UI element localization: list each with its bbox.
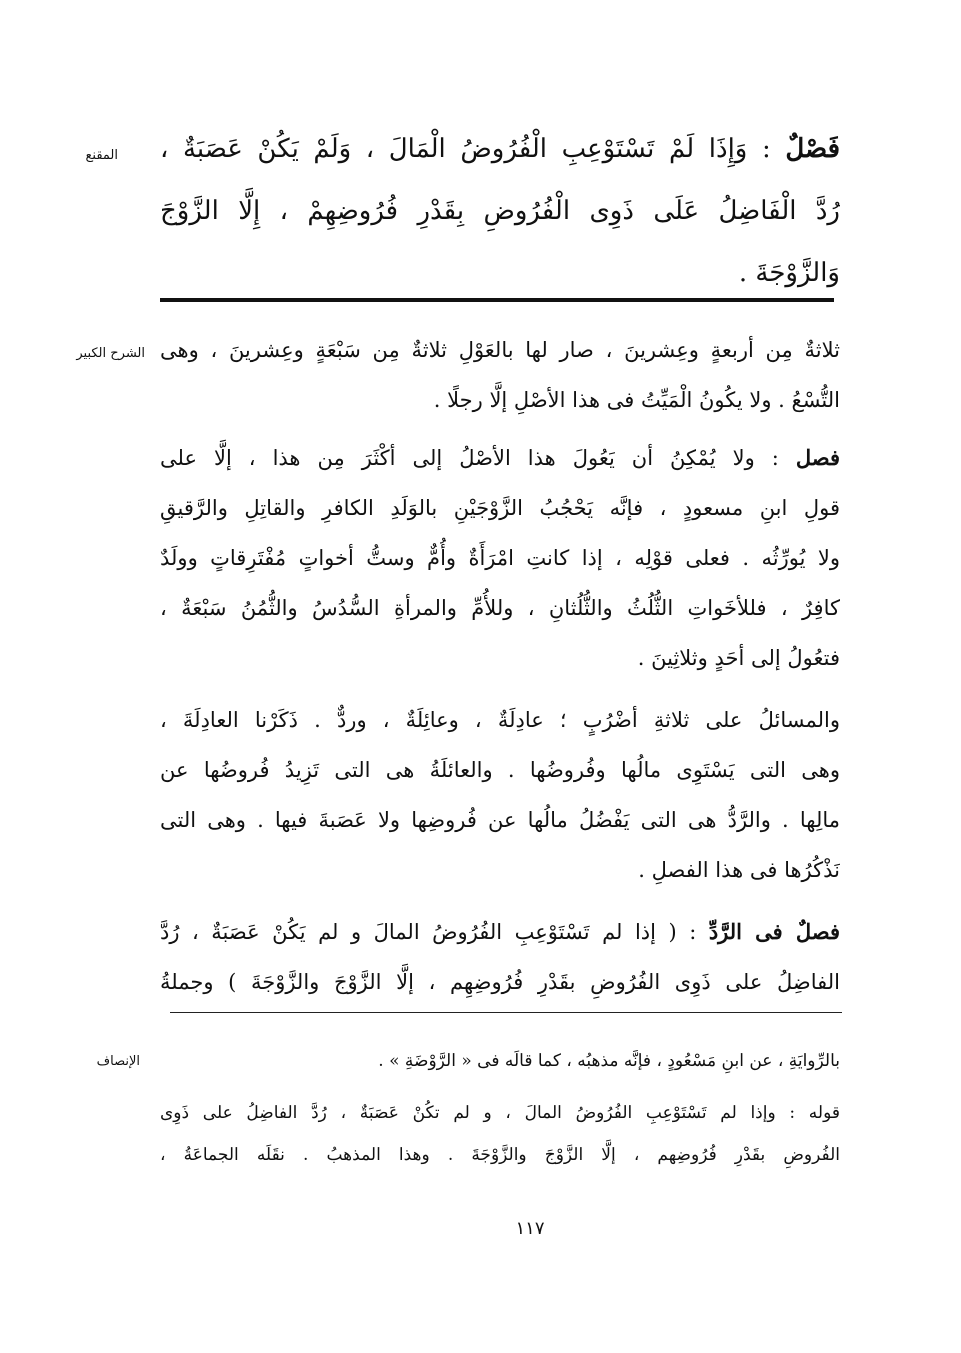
sharh-line-text: : ( إذا لم تَسْتَوْعِبِ الفُرُوضُ المالَ و لم يَكُنْ عَصَبَةٌ ، رُدَّ	[160, 920, 697, 944]
sharh-line: نَذْكُرُها فى هذا الفصلِ .	[638, 858, 840, 882]
sharh-line	[160, 907, 840, 957]
section-divider-thick	[160, 298, 834, 302]
sharh-heading-fasl: فصل	[795, 445, 840, 470]
sharh-line: مالِها . والرَّدُّ هى التى يَفْضُلُ مالُها عن فُروضِها ولا عَصَبةَ فيها . وهى التى	[160, 808, 840, 832]
insaf-line: قوله : وإذا لم تَسْتَوْعِبِ الفُرُوضُ المالَ ، و لم تكُنْ عَصَبَةٌ ، رُدَّ الفاضِلُ على ذَوِى	[160, 1103, 840, 1123]
sharh-line: قولِ ابنِ مسعودٍ ، فإنَّه يَحْجُبُ الزَّوْجَيْنِ بالوَلَدِ الكافرِ والقاتِلِ والرَّقيقِ	[160, 496, 840, 520]
sharh-line-text: : ولا يُمْكِنُ أن يَعُولَ هذا الأصْلُ إلى أكْثَرَ مِن هذا ، إلَّا على	[160, 446, 779, 470]
sharh-line: ولا يُورِّثُه . فعلى قوْلِه ، إذا كانتِ امْرَأَةٌ وأُمٌّ وستُّ أخواتٍ مُفْتَرِقاتٍ وولَدٌ	[160, 546, 840, 570]
muqni-text-block	[160, 118, 840, 304]
sharh-text-block	[160, 325, 840, 1015]
sharh-paragraph-1	[160, 325, 840, 425]
page-number: ١١٧	[515, 1218, 545, 1239]
sharh-line: الفاضِلُ على ذَوِى الفُرُوضِ بقَدْرِ فُرُوضِهِم ، إلَّا الزَّوْجَ والزَّوْجَةَ ) وجملةُ	[160, 970, 840, 994]
sharh-paragraph-3	[160, 695, 840, 895]
insaf-line: الفُروضِ بقَدْرِ فُرُوضِهم ، إلَّا الزَّوْجَ والزَّوْجَةَ . وهذا المذهبُ . نقَلَه الجماعَةُ ،	[160, 1145, 840, 1165]
sharh-line: كافِرٌ ، فللأخَواتِ الثُّلُثُ والثُّلُثانِ ، وللأُمِّ والمرأةِ السُّدُسُ والثُّمُنُ سَبْعَةٌ ،	[160, 596, 840, 620]
margin-label-insaf: الإنصاف	[96, 1054, 140, 1069]
sharh-line: والمسائلُ على ثلاثةِ أضْرُبٍ ؛ عادِلَةٌ ، وعائِلَةٌ ، وردٌّ . ذَكَرْنا العادِلَةَ ،	[160, 708, 840, 732]
sharh-paragraph-4	[160, 907, 840, 1007]
section-divider-thin	[170, 1012, 842, 1013]
sharh-heading-radd: فصلٌ فى الرَّدِّ	[708, 919, 840, 944]
sharh-line	[160, 433, 840, 483]
sharh-line: وهى التى يَسْتَوِى مالُها وفُروضُها . والعائلَةُ هى التى تَزِيدُ فُروضُها عن	[160, 758, 840, 782]
margin-label-muqni: المقنع	[85, 148, 118, 163]
muqni-line-2: رُدَّ الْفَاضِلُ عَلَى ذَوِى الْفُرُوضِ بِقَدْرِ فُرُوضِهِمْ ، إِلَّا الزَّوْجَ	[160, 196, 840, 226]
sharh-paragraph-2	[160, 433, 840, 683]
muqni-line-1-text: : وَإِذَا لَمْ تَسْتَوْعِبِ الْفُرُوضُ الْمَالَ ، وَلَمْ يَكُنْ عَصَبَةٌ ،	[160, 134, 771, 164]
margin-label-sharh-kabir: الشرح الكبير	[76, 346, 145, 361]
sharh-line: فتعُولُ إلى أحَدٍ وثلاثِينَ .	[637, 646, 840, 670]
insaf-line: بالرِّوايَةِ ، عن ابنِ مَسْعُودٍ ، فإنَّه مذهبُه ، كما قالَه فى « الرَّوْضَةِ » .	[378, 1051, 840, 1071]
insaf-paragraph-1	[160, 1040, 840, 1082]
muqni-line-1	[160, 118, 840, 180]
sharh-line: التُّسْعُ . ولا يكُونُ الْمَيِّتُ فى هذا الأصْلِ إلَّا رجلًا .	[433, 388, 840, 412]
insaf-paragraph-2	[160, 1092, 840, 1176]
insaf-text-block	[160, 1040, 840, 1176]
muqni-line-3: وَالزَّوْجَةَ .	[738, 258, 840, 288]
sharh-line: ثلاثةٌ مِن أربعةٍ وعِشرينَ ، صار لها بالعَوْلِ ثلاثةٌ مِن سَبْعَةٍ وعِشرينَ ، وهى	[160, 338, 840, 362]
muqni-heading: فَصْلٌ	[785, 134, 840, 164]
